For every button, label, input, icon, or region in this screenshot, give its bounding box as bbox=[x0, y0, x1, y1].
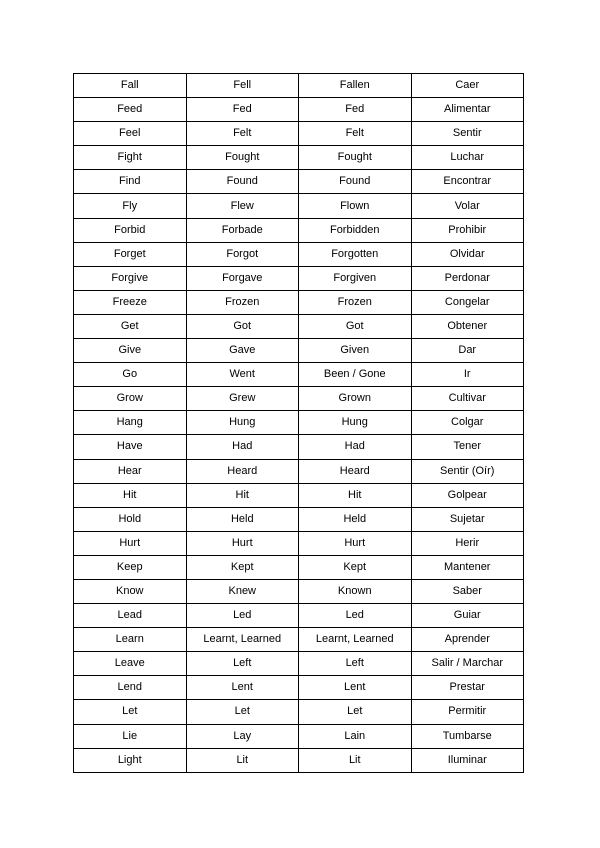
translation-cell: Encontrar bbox=[411, 170, 524, 194]
base-form-cell: Give bbox=[74, 339, 187, 363]
base-form-cell: Forbid bbox=[74, 218, 187, 242]
base-form-cell: Feel bbox=[74, 122, 187, 146]
past-simple-cell: Frozen bbox=[186, 290, 299, 314]
translation-cell: Aprender bbox=[411, 628, 524, 652]
translation-cell: Colgar bbox=[411, 411, 524, 435]
translation-cell: Perdonar bbox=[411, 266, 524, 290]
base-form-cell: Freeze bbox=[74, 290, 187, 314]
past-simple-cell: Let bbox=[186, 700, 299, 724]
base-form-cell: Light bbox=[74, 748, 187, 772]
past-participle-cell: Given bbox=[299, 339, 412, 363]
past-simple-cell: Went bbox=[186, 363, 299, 387]
past-participle-cell: Lit bbox=[299, 748, 412, 772]
table-row bbox=[74, 700, 524, 724]
table-row bbox=[74, 339, 524, 363]
table-row bbox=[74, 290, 524, 314]
translation-cell: Dar bbox=[411, 339, 524, 363]
table-row bbox=[74, 748, 524, 772]
past-simple-cell: Found bbox=[186, 170, 299, 194]
base-form-cell: Lend bbox=[74, 676, 187, 700]
table-row bbox=[74, 170, 524, 194]
base-form-cell: Fight bbox=[74, 146, 187, 170]
past-participle-cell: Hurt bbox=[299, 531, 412, 555]
past-simple-cell: Lay bbox=[186, 724, 299, 748]
table-row bbox=[74, 387, 524, 411]
past-participle-cell: Been / Gone bbox=[299, 363, 412, 387]
past-participle-cell: Let bbox=[299, 700, 412, 724]
past-participle-cell: Had bbox=[299, 435, 412, 459]
translation-cell: Iluminar bbox=[411, 748, 524, 772]
past-simple-cell: Forgot bbox=[186, 242, 299, 266]
translation-cell: Tumbarse bbox=[411, 724, 524, 748]
table-row bbox=[74, 411, 524, 435]
past-simple-cell: Forgave bbox=[186, 266, 299, 290]
past-simple-cell: Led bbox=[186, 604, 299, 628]
table-row bbox=[74, 363, 524, 387]
table-row bbox=[74, 435, 524, 459]
base-form-cell: Hear bbox=[74, 459, 187, 483]
past-participle-cell: Fed bbox=[299, 98, 412, 122]
base-form-cell: Learn bbox=[74, 628, 187, 652]
past-participle-cell: Lain bbox=[299, 724, 412, 748]
past-participle-cell: Got bbox=[299, 314, 412, 338]
translation-cell: Prohibir bbox=[411, 218, 524, 242]
translation-cell: Sentir bbox=[411, 122, 524, 146]
irregular-verbs-table bbox=[73, 73, 524, 773]
translation-cell: Golpear bbox=[411, 483, 524, 507]
translation-cell: Prestar bbox=[411, 676, 524, 700]
past-participle-cell: Lent bbox=[299, 676, 412, 700]
past-simple-cell: Kept bbox=[186, 555, 299, 579]
table-row bbox=[74, 459, 524, 483]
table-row bbox=[74, 483, 524, 507]
translation-cell: Olvidar bbox=[411, 242, 524, 266]
translation-cell: Mantener bbox=[411, 555, 524, 579]
table-row bbox=[74, 122, 524, 146]
base-form-cell: Hold bbox=[74, 507, 187, 531]
past-participle-cell: Heard bbox=[299, 459, 412, 483]
translation-cell: Tener bbox=[411, 435, 524, 459]
past-participle-cell: Found bbox=[299, 170, 412, 194]
table-row bbox=[74, 146, 524, 170]
translation-cell: Cultivar bbox=[411, 387, 524, 411]
base-form-cell: Know bbox=[74, 579, 187, 603]
translation-cell: Caer bbox=[411, 74, 524, 98]
table-row bbox=[74, 628, 524, 652]
past-participle-cell: Kept bbox=[299, 555, 412, 579]
translation-cell: Alimentar bbox=[411, 98, 524, 122]
past-participle-cell: Grown bbox=[299, 387, 412, 411]
past-participle-cell: Fallen bbox=[299, 74, 412, 98]
translation-cell: Obtener bbox=[411, 314, 524, 338]
table-row bbox=[74, 579, 524, 603]
past-simple-cell: Held bbox=[186, 507, 299, 531]
translation-cell: Sujetar bbox=[411, 507, 524, 531]
past-simple-cell: Heard bbox=[186, 459, 299, 483]
table-row bbox=[74, 531, 524, 555]
past-participle-cell: Known bbox=[299, 579, 412, 603]
table-row bbox=[74, 194, 524, 218]
past-participle-cell: Led bbox=[299, 604, 412, 628]
base-form-cell: Hit bbox=[74, 483, 187, 507]
base-form-cell: Hurt bbox=[74, 531, 187, 555]
table-row bbox=[74, 604, 524, 628]
base-form-cell: Leave bbox=[74, 652, 187, 676]
past-simple-cell: Fought bbox=[186, 146, 299, 170]
past-simple-cell: Hit bbox=[186, 483, 299, 507]
table-row bbox=[74, 98, 524, 122]
table-body bbox=[74, 74, 524, 773]
past-simple-cell: Fed bbox=[186, 98, 299, 122]
translation-cell: Sentir (Oír) bbox=[411, 459, 524, 483]
base-form-cell: Fall bbox=[74, 74, 187, 98]
past-participle-cell: Learnt, Learned bbox=[299, 628, 412, 652]
table-row bbox=[74, 314, 524, 338]
table-row bbox=[74, 676, 524, 700]
past-participle-cell: Left bbox=[299, 652, 412, 676]
past-participle-cell: Forbidden bbox=[299, 218, 412, 242]
base-form-cell: Keep bbox=[74, 555, 187, 579]
table-row bbox=[74, 555, 524, 579]
past-simple-cell: Left bbox=[186, 652, 299, 676]
past-simple-cell: Flew bbox=[186, 194, 299, 218]
table-row bbox=[74, 266, 524, 290]
base-form-cell: Find bbox=[74, 170, 187, 194]
base-form-cell: Lead bbox=[74, 604, 187, 628]
past-participle-cell: Hit bbox=[299, 483, 412, 507]
translation-cell: Permitir bbox=[411, 700, 524, 724]
past-participle-cell: Held bbox=[299, 507, 412, 531]
translation-cell: Luchar bbox=[411, 146, 524, 170]
base-form-cell: Forget bbox=[74, 242, 187, 266]
base-form-cell: Feed bbox=[74, 98, 187, 122]
past-simple-cell: Gave bbox=[186, 339, 299, 363]
translation-cell: Congelar bbox=[411, 290, 524, 314]
table-row bbox=[74, 74, 524, 98]
past-simple-cell: Grew bbox=[186, 387, 299, 411]
past-participle-cell: Forgotten bbox=[299, 242, 412, 266]
base-form-cell: Grow bbox=[74, 387, 187, 411]
table-row bbox=[74, 652, 524, 676]
base-form-cell: Have bbox=[74, 435, 187, 459]
past-simple-cell: Hurt bbox=[186, 531, 299, 555]
base-form-cell: Get bbox=[74, 314, 187, 338]
translation-cell: Guiar bbox=[411, 604, 524, 628]
translation-cell: Volar bbox=[411, 194, 524, 218]
past-participle-cell: Hung bbox=[299, 411, 412, 435]
past-participle-cell: Felt bbox=[299, 122, 412, 146]
translation-cell: Herir bbox=[411, 531, 524, 555]
past-participle-cell: Flown bbox=[299, 194, 412, 218]
past-participle-cell: Fought bbox=[299, 146, 412, 170]
past-simple-cell: Learnt, Learned bbox=[186, 628, 299, 652]
past-participle-cell: Forgiven bbox=[299, 266, 412, 290]
base-form-cell: Hang bbox=[74, 411, 187, 435]
past-simple-cell: Lent bbox=[186, 676, 299, 700]
base-form-cell: Let bbox=[74, 700, 187, 724]
table-row bbox=[74, 724, 524, 748]
base-form-cell: Forgive bbox=[74, 266, 187, 290]
past-participle-cell: Frozen bbox=[299, 290, 412, 314]
base-form-cell: Fly bbox=[74, 194, 187, 218]
past-simple-cell: Felt bbox=[186, 122, 299, 146]
translation-cell: Saber bbox=[411, 579, 524, 603]
past-simple-cell: Lit bbox=[186, 748, 299, 772]
past-simple-cell: Fell bbox=[186, 74, 299, 98]
translation-cell: Ir bbox=[411, 363, 524, 387]
past-simple-cell: Got bbox=[186, 314, 299, 338]
past-simple-cell: Knew bbox=[186, 579, 299, 603]
table-row bbox=[74, 242, 524, 266]
table-row bbox=[74, 507, 524, 531]
past-simple-cell: Hung bbox=[186, 411, 299, 435]
past-simple-cell: Had bbox=[186, 435, 299, 459]
past-simple-cell: Forbade bbox=[186, 218, 299, 242]
base-form-cell: Lie bbox=[74, 724, 187, 748]
base-form-cell: Go bbox=[74, 363, 187, 387]
table-row bbox=[74, 218, 524, 242]
translation-cell: Salir / Marchar bbox=[411, 652, 524, 676]
